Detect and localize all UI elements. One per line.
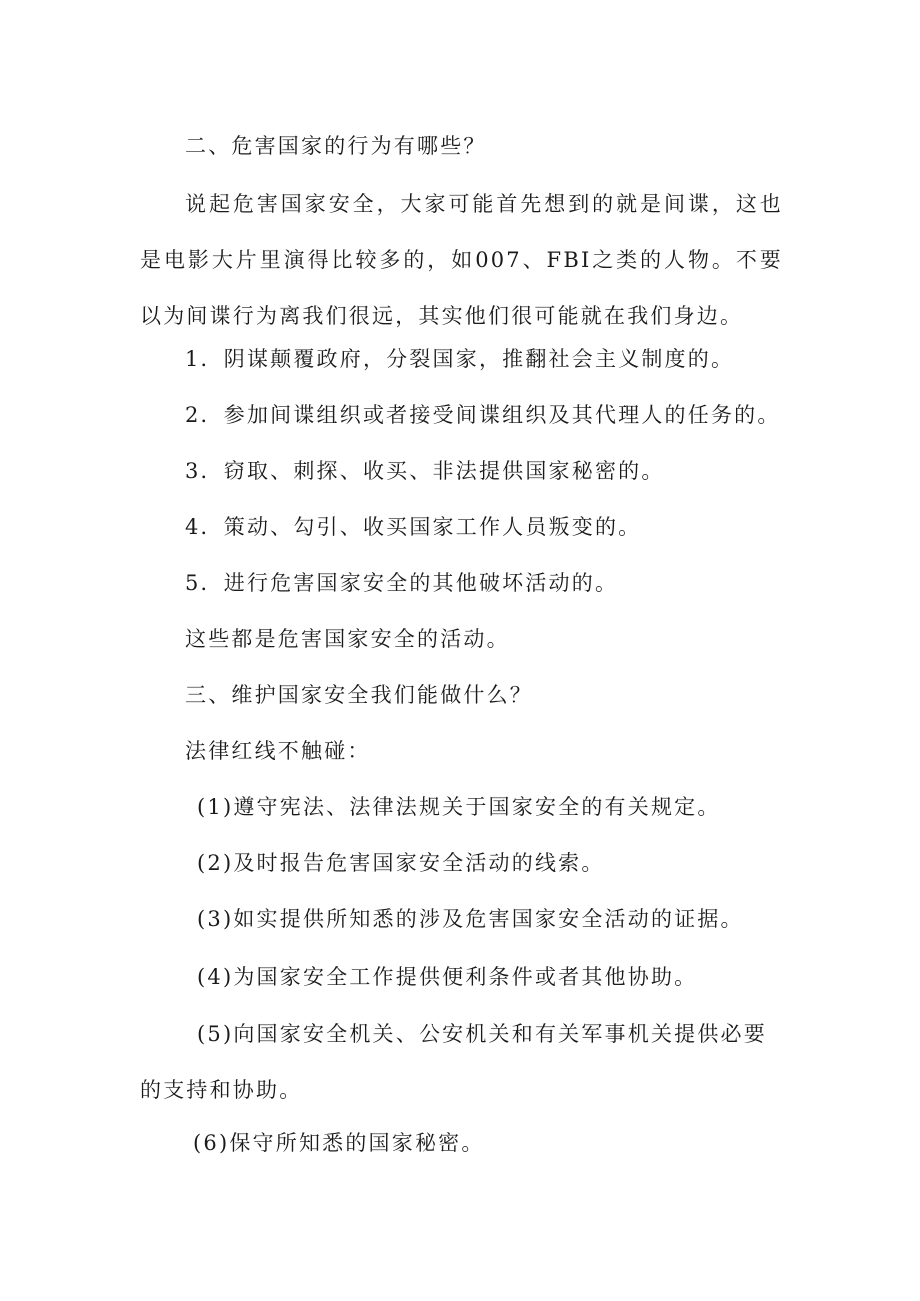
section3-item-6: (6)保守所知悉的国家秘密。 bbox=[193, 1131, 485, 1155]
section3-item-3: (3)如实提供所知悉的涉及危害国家安全活动的证据。 bbox=[197, 907, 744, 931]
section3-item-1: (1)遵守宪法、法律法规关于国家安全的有关规定。 bbox=[197, 795, 721, 819]
section3-item-2: (2)及时报告危害国家安全活动的线索。 bbox=[197, 851, 605, 875]
section2-item-4: 4．策动、勾引、收买国家工作人员叛变的。 bbox=[185, 515, 642, 539]
section2-item-2: 2．参加间谍组织或者接受间谍组织及其代理人的任务的。 bbox=[185, 403, 781, 427]
section3-item-5: (5)向国家安全机关、公安机关和有关军事机关提供必要的支持和协助。 bbox=[140, 1022, 767, 1102]
section3-item-4: (4)为国家安全工作提供便利条件或者其他协助。 bbox=[197, 965, 698, 989]
section3-heading: 三、维护国家安全我们能做什么？ bbox=[185, 683, 533, 707]
section2-summary: 这些都是危害国家安全的活动。 bbox=[185, 627, 510, 651]
section3-subheading: 法律红线不触碰： bbox=[185, 739, 371, 763]
section2-item-5: 5．进行危害国家安全的其他破坏活动的。 bbox=[185, 571, 619, 595]
section2-intro: 说起危害国家安全，大家可能首先想到的就是间谍，这也是电影大片里演得比较多的，如007、FBI之类的人物。不要以为间谍行为离我们很远，其实他们很可能就在我们身边。 bbox=[140, 192, 783, 328]
section2-item-1: 1．阴谋颠覆政府，分裂国家，推翻社会主义制度的。 bbox=[185, 347, 735, 371]
section2-item-3: 3．窃取、刺探、收买、非法提供国家秘密的。 bbox=[185, 459, 665, 483]
section2-heading: 二、危害国家的行为有哪些？ bbox=[185, 134, 487, 158]
